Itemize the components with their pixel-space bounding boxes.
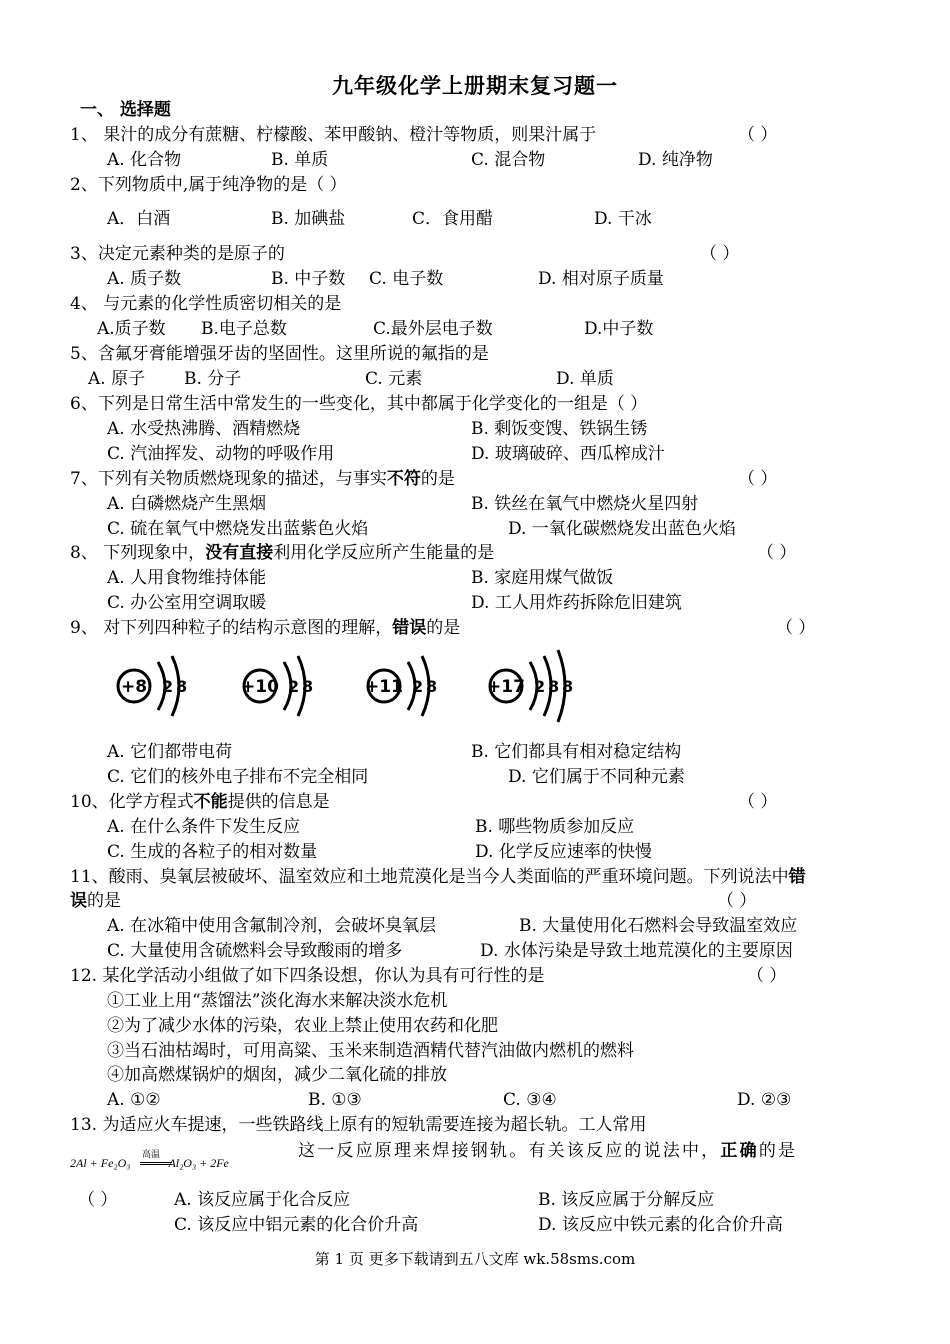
equation-condition: 高温 <box>142 1149 161 1159</box>
q1-answer-paren: （ ） <box>738 125 778 145</box>
q4-stem: 4、 与元素的化学性质密切相关的是 <box>70 294 342 314</box>
atom-diagram-1 <box>118 656 187 716</box>
nucleus-charge: +8 <box>120 677 148 697</box>
q13-stem-line2: 这一反应原理来焊接钢轨。有关该反应的说法中，正确的是 <box>298 1141 798 1161</box>
q11-option-c: C. 大量使用含硫燃料会导致酸雨的增多 <box>107 941 403 961</box>
q4-option-b: B.电子总数 <box>201 319 287 339</box>
q1-stem: 1、 果汁的成分有蔗糖、柠檬酸、苯甲酸钠、橙汁等物质，则果汁属于 <box>70 125 597 145</box>
q12-answer-paren: （ ） <box>747 966 787 986</box>
atom-diagram-2 <box>241 656 313 716</box>
q11-option-b: B. 大量使用化石燃料会导致温室效应 <box>519 916 798 936</box>
q8-option-a: A. 人用食物维持体能 <box>107 568 267 588</box>
q13-stem-line1: 13. 为适应火车提速，一些铁路线上原有的短轨需要连接为超长轨。工人常用 <box>70 1115 647 1135</box>
q1-option-d: D. 纯净物 <box>638 150 713 170</box>
q2-option-d: D. 干冰 <box>594 209 652 229</box>
q10-option-b: B. 哪些物质参加反应 <box>475 817 635 837</box>
q5-option-a: A. 原子 <box>88 369 146 389</box>
q11-stem-line2: 误的是 <box>70 891 121 911</box>
atom-structure-diagrams <box>110 645 610 727</box>
q2-stem: 2、下列物质中,属于纯净物的是（ ） <box>70 175 347 195</box>
q3-option-d: D. 相对原子质量 <box>538 269 664 289</box>
q8-option-d: D. 工人用炸药拆除危旧建筑 <box>471 593 682 613</box>
nucleus-charge: +11 <box>365 677 403 697</box>
q7-option-b: B. 铁丝在氧气中燃烧火星四射 <box>471 494 699 514</box>
q2-option-c: C．食用醋 <box>412 209 494 229</box>
q10-option-c: C. 生成的各粒子的相对数量 <box>107 842 318 862</box>
q12-stem: 12. 某化学活动小组做了如下四条设想，你认为具有可行性的是 <box>70 966 545 986</box>
q4-option-c: C.最外层电子数 <box>373 319 493 339</box>
q3-stem: 3、决定元素种类的是原子的 <box>70 244 285 264</box>
q9-option-c: C. 它们的核外电子排布不完全相同 <box>107 767 369 787</box>
q5-option-c: C. 元素 <box>365 369 423 389</box>
q1-option-c: C. 混合物 <box>471 150 546 170</box>
q5-option-d: D. 单质 <box>556 369 614 389</box>
q3-option-c: C. 电子数 <box>369 269 444 289</box>
thermite-equation <box>70 1149 229 1171</box>
q9-stem: 9、 对下列四种粒子的结构示意图的理解，错误的是 <box>70 618 461 638</box>
q12-item-3: ③当石油枯竭时，可用高粱、玉米来制造酒精代替汽油做内燃机的燃料 <box>107 1041 634 1061</box>
q12-option-d: D. ②③ <box>737 1090 792 1110</box>
q3-option-b: B. 中子数 <box>271 269 346 289</box>
q13-option-c: C. 该反应中铝元素的化合价升高 <box>174 1215 419 1235</box>
q12-item-1: ①工业上用“蒸馏法”淡化海水来解决淡水危机 <box>107 991 448 1011</box>
nucleus-charge: +10 <box>241 677 279 697</box>
q11-option-a: A. 在冰箱中使用含氟制冷剂，会破坏臭氧层 <box>107 916 437 936</box>
q2-option-a: A．白酒 <box>107 209 171 229</box>
q8-option-c: C. 办公室用空调取暖 <box>107 593 267 613</box>
q9-option-d: D. 它们属于不同种元素 <box>508 767 685 787</box>
q3-answer-paren: （ ） <box>700 244 740 264</box>
q12-option-b: B. ①③ <box>308 1090 362 1110</box>
q2-option-b: B. 加碘盐 <box>271 209 346 229</box>
q6-option-d: D. 玻璃破碎、西瓜榨成汁 <box>471 444 665 464</box>
equation-arrow-line <box>140 1162 172 1163</box>
q7-option-a: A. 白磷燃烧产生黑烟 <box>107 494 267 514</box>
q1-option-a: A. 化合物 <box>107 150 182 170</box>
q11-stem-line1: 11、酸雨、臭氧层被破坏、温室效应和土地荒漠化是当今人类面临的严重环境问题。下列说法中错 <box>70 867 806 887</box>
shell-electron-count: 2 <box>288 677 300 696</box>
q9-answer-paren: （ ） <box>776 618 816 638</box>
q1-option-b: B. 单质 <box>271 150 329 170</box>
q6-option-c: C. 汽油挥发、动物的呼吸作用 <box>107 444 335 464</box>
equation-reactants: 2Al + Fe₂O₃ <box>70 1156 131 1170</box>
q8-option-b: B. 家庭用煤气做饭 <box>471 568 614 588</box>
nucleus-charge: +17 <box>487 677 525 697</box>
q13-option-a: A. 该反应属于化合反应 <box>174 1190 351 1210</box>
atom-diagram-3 <box>365 656 437 716</box>
q12-option-c: C. ③④ <box>503 1090 557 1110</box>
q6-option-a: A. 水受热沸腾、酒精燃烧 <box>107 419 301 439</box>
q6-option-b: B. 剩饭变馊、铁锅生锈 <box>471 419 648 439</box>
shell-electron-count: 2 <box>412 677 424 696</box>
shell-electron-count: 8 <box>302 677 314 696</box>
q4-option-d: D.中子数 <box>584 319 654 339</box>
atom-diagram-4 <box>487 650 573 722</box>
q5-option-b: B. 分子 <box>184 369 242 389</box>
q8-stem: 8、 下列现象中，没有直接利用化学反应所产生能量的是 <box>70 543 495 563</box>
page-title: 九年级化学上册期末复习题一 <box>332 73 618 98</box>
q10-option-d: D. 化学反应速率的快慢 <box>475 842 652 862</box>
q12-item-4: ④加高燃煤锅炉的烟囱，减少二氧化硫的排放 <box>107 1065 447 1085</box>
q13-option-b: B. 该反应属于分解反应 <box>538 1190 715 1210</box>
q7-answer-paren: （ ） <box>738 469 778 489</box>
q7-stem: 7、下列有关物质燃烧现象的描述，与事实不符的是 <box>70 469 455 489</box>
q11-answer-paren: （ ） <box>717 891 757 911</box>
q9-option-a: A. 它们都带电荷 <box>107 742 233 762</box>
shell-electron-count: 8 <box>176 677 188 696</box>
q4-option-a: A.质子数 <box>97 319 166 339</box>
shell-electron-count: 8 <box>548 677 560 696</box>
q10-answer-paren: （ ） <box>738 792 778 812</box>
q10-stem: 10、化学方程式不能提供的信息是 <box>70 792 330 812</box>
shell-electron-count: 8 <box>426 677 438 696</box>
q6-stem: 6、下列是日常生活中常发生的一些变化，其中都属于化学变化的一组是（ ） <box>70 394 648 414</box>
page-footer: 第 1 页 更多下载请到五八文库 wk.58sms.com <box>314 1250 636 1268</box>
q8-answer-paren: （ ） <box>757 543 797 563</box>
q11-option-d: D. 水体污染是导致土地荒漠化的主要原因 <box>480 941 793 961</box>
q12-item-2: ②为了减少水体的污染，农业上禁止使用农药和化肥 <box>107 1016 498 1036</box>
shell-electron-count: 2 <box>162 677 174 696</box>
q12-option-a: A. ①② <box>107 1090 161 1110</box>
shell-electron-count: 8 <box>562 677 574 696</box>
q13-option-d: D. 该反应中铁元素的化合价升高 <box>538 1215 783 1235</box>
q9-option-b: B. 它们都具有相对稳定结构 <box>471 742 682 762</box>
q7-option-c: C. 硫在氧气中燃烧发出蓝紫色火焰 <box>107 519 369 539</box>
q13-answer-paren: （ ） <box>78 1190 118 1210</box>
equation-arrow-line-2 <box>140 1164 172 1165</box>
q3-option-a: A. 质子数 <box>107 269 182 289</box>
equation-products: Al₂O₃ + 2Fe <box>168 1156 229 1170</box>
q10-option-a: A. 在什么条件下发生反应 <box>107 817 301 837</box>
section-heading: 一、 选择题 <box>80 100 171 120</box>
q7-option-d: D. 一氧化碳燃烧发出蓝色火焰 <box>508 519 736 539</box>
shell-electron-count: 2 <box>534 677 546 696</box>
q5-stem: 5、含氟牙膏能增强牙齿的坚固性。这里所说的氟指的是 <box>70 344 489 364</box>
